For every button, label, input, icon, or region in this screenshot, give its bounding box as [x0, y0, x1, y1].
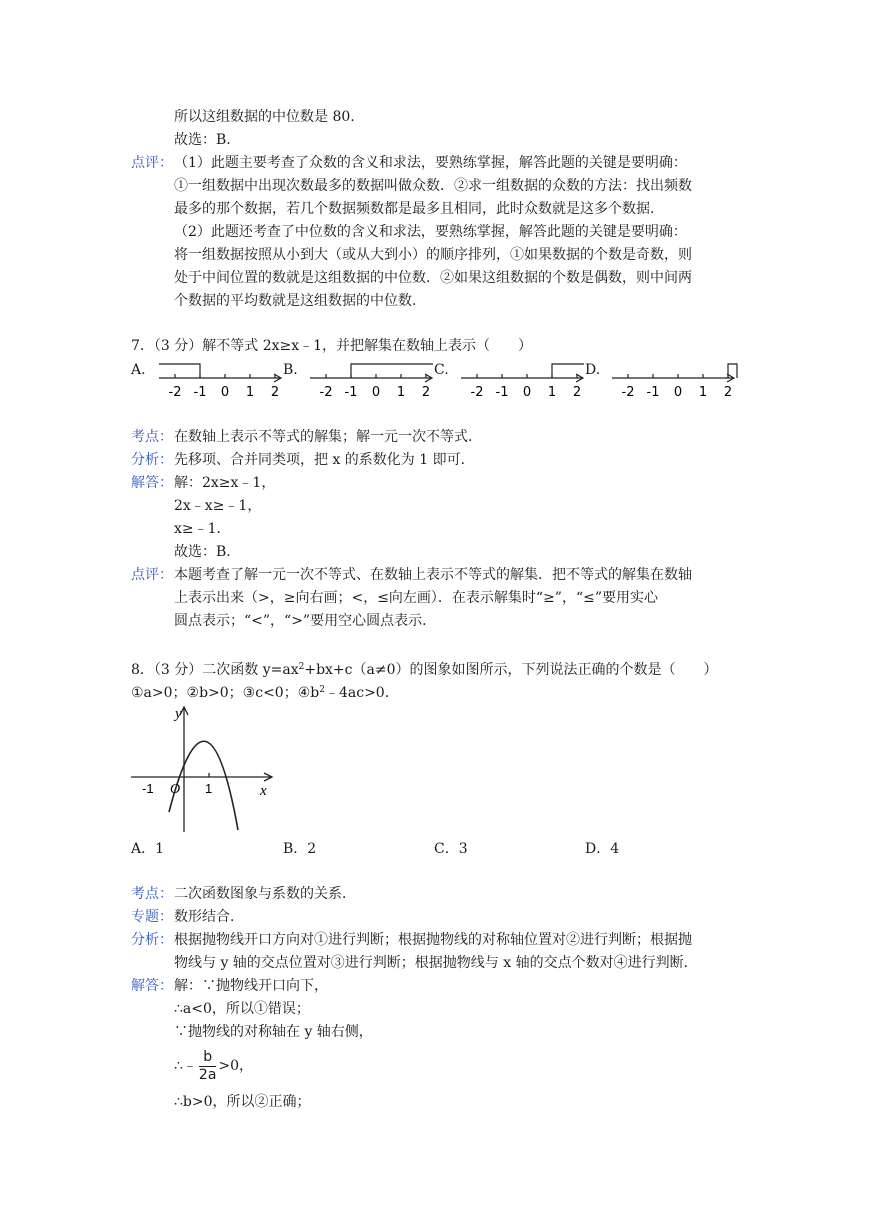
tick-label: 1	[698, 385, 708, 400]
one-label: 1	[205, 781, 213, 796]
q8-jieda-line: ∴b>0，所以②正确；	[174, 1094, 311, 1110]
q8-kaodian-tag: 考点：	[131, 886, 173, 902]
q8-option-b[interactable]: B．2	[283, 841, 317, 857]
q6-pingping-line: 个数据的平均数就是这组数据的中位数．	[174, 293, 426, 309]
q7-option-a-letter[interactable]: A.	[131, 362, 146, 378]
tick-label: 2	[723, 385, 733, 400]
tick-label: 1	[245, 385, 255, 400]
tick-label: 2	[572, 385, 582, 400]
q8-option-c[interactable]: C．3	[434, 841, 468, 857]
q7-kaodian: 在数轴上表示不等式的解集；解一元一次不等式．	[174, 429, 482, 445]
q8-conditions: ①a>0；②b>0；③c<0；$④b^2﹣4ac>0$．	[131, 685, 399, 701]
q8-jieda-tag: 解答：	[131, 978, 173, 994]
q6-conclusion: 所以这组数据的中位数是 80.	[174, 109, 355, 125]
q8-option-a[interactable]: A．1	[131, 841, 165, 857]
q7-pingping-line: 上表示出来（>，≥向右画；<，≤向左画）．在表示解集时“≥”，“≤”要用实心	[174, 590, 659, 606]
tick-label: -2	[621, 385, 635, 400]
minus-one-label: -1	[142, 781, 154, 796]
tick-label: 0	[371, 385, 381, 400]
q7-fenxi-tag: 分析：	[131, 452, 173, 468]
q7-option-b-number-line	[307, 360, 437, 402]
q7-jieda-line: 故选：B．	[174, 544, 241, 560]
origin-label: O	[170, 782, 181, 797]
tick-label: -1	[646, 385, 660, 400]
q8-option-d[interactable]: D．4	[585, 841, 620, 857]
x-axis-label: x	[260, 783, 267, 799]
q7-jieda-line: 解：2x≥x﹣1，	[174, 475, 276, 491]
tick-label: 0	[673, 385, 683, 400]
q6-pingping-line: （2）此题还考查了中位数的含义和求法，要熟练掌握，解答此题的关键是要明确：	[174, 224, 687, 240]
q8-zhuanti-tag: 专题：	[131, 909, 173, 925]
q8-stem: 8．（3 分）二次函数 $y=ax^2+bx+c(a\ne 0)$的图象如图所示，下列说法正确的个数是（ ）	[131, 662, 718, 678]
q7-fenxi: 先移项、合并同类项，把 x 的系数化为 1 即可．	[174, 452, 475, 468]
tick-label: -1	[344, 385, 358, 400]
tick-label: -2	[168, 385, 182, 400]
q8-kaodian: 二次函数图象与系数的关系．	[174, 886, 356, 902]
tick-label: 0	[220, 385, 230, 400]
tick-label: 2	[421, 385, 431, 400]
q7-option-d-number-line	[609, 360, 739, 402]
tick-label: -2	[319, 385, 333, 400]
tick-label: 1	[547, 385, 557, 400]
tick-label: 0	[522, 385, 532, 400]
q6-pingping-line: 将一组数据按照从小到大（或从大到小）的顺序排列，①如果数据的个数是奇数，则	[174, 247, 692, 263]
q7-jieda-tag: 解答：	[131, 475, 173, 491]
q8-parabola-graph	[128, 700, 278, 834]
q8-fenxi-line: 物线与 y 轴的交点位置对③进行判断；根据抛物线与 x 轴的交点个数对④进行判断．	[174, 955, 698, 971]
q7-kaodian-tag: 考点：	[131, 429, 173, 445]
tick-label: -2	[470, 385, 484, 400]
tick-label: -1	[495, 385, 509, 400]
q7-option-c-number-line	[458, 360, 588, 402]
q7-option-c-letter[interactable]: C.	[434, 362, 449, 378]
tick-label: -1	[193, 385, 207, 400]
q8-fenxi-line: 根据抛物线开口方向对①进行判断；根据抛物线的对称轴位置对②进行判断；根据抛	[174, 932, 692, 948]
q7-pingping-line: 圆点表示；“<”，“>”要用空心圆点表示．	[174, 613, 437, 629]
y-axis-label: y	[175, 706, 182, 722]
q8-jieda-line: ∵抛物线的对称轴在 y 轴右侧，	[174, 1024, 373, 1040]
q7-pingping-line: 本题考查了解一元一次不等式、在数轴上表示不等式的解集．把不等式的解集在数轴	[174, 567, 692, 583]
tick-label: 2	[270, 385, 280, 400]
q7-jieda-line: x≥﹣1．	[174, 521, 231, 537]
fraction: $\frac{b}{2a}$	[198, 1048, 217, 1083]
q8-zhuanti: 数形结合．	[174, 909, 244, 925]
q6-pingping-line: 处于中间位置的数就是这组数据的中位数．②如果这组数据的个数是偶数，则中间两	[174, 270, 692, 286]
q8-fenxi-tag: 分析：	[131, 932, 173, 948]
q6-pingping-tag: 点评：	[131, 155, 173, 171]
q7-pingping-tag: 点评：	[131, 567, 173, 583]
q8-jieda-line: ∴a<0，所以①错误；	[174, 1001, 310, 1017]
q6-pingping-line: 最多的那个数据，若几个数据频数都是最多且相同，此时众数就是这多个数据．	[174, 201, 664, 217]
tick-label: 1	[396, 385, 406, 400]
q7-option-d-letter[interactable]: D.	[585, 362, 601, 378]
q6-pingping-line: （1）此题主要考查了众数的含义和求法，要熟练掌握，解答此题的关键是要明确：	[174, 155, 687, 171]
q8-fraction-line: ∴﹣ $\frac{b}{2a}$ >0，	[174, 1048, 254, 1083]
q7-option-a-number-line	[156, 360, 286, 402]
q8-jieda-line: 解：∵抛物线开口向下，	[174, 978, 328, 994]
q6-answer: 故选：B.	[174, 132, 231, 148]
q7-stem: 7．（3 分）解不等式 2x≥x﹣1，并把解集在数轴上表示（ ）	[131, 338, 533, 354]
q7-option-b-letter[interactable]: B.	[283, 362, 298, 378]
q7-jieda-line: 2x﹣x≥﹣1，	[174, 498, 262, 514]
q6-pingping-line: ①一组数据中出现次数最多的数据叫做众数．②求一组数据的众数的方法：找出频数	[174, 178, 692, 194]
